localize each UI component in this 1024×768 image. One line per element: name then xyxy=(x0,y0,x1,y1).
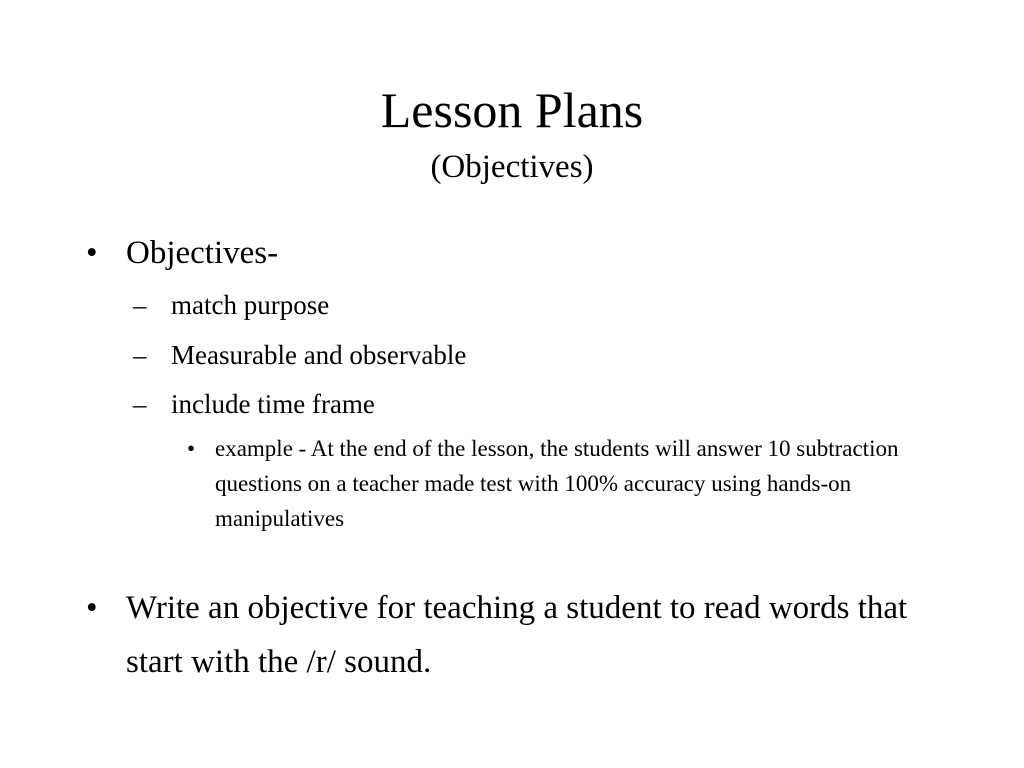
dash-marker: – xyxy=(133,340,147,370)
bullet-text: Objectives- xyxy=(126,235,279,271)
dash-marker: – xyxy=(133,389,147,419)
sub-bullet-text: Measurable and observable xyxy=(171,340,467,370)
bullet-write-objective xyxy=(86,581,926,689)
sub-bullet-text: include time frame xyxy=(171,389,375,419)
sub-sub-bullet-example xyxy=(187,431,945,536)
bullet-marker: • xyxy=(187,436,196,461)
bullet-objectives xyxy=(86,226,926,280)
bullet-marker: • xyxy=(86,235,98,271)
sub-bullet-time-frame xyxy=(133,386,931,422)
bullet-marker: • xyxy=(86,590,98,626)
example-text: example - At the end of the lesson, the students will answer 10 subtraction questions on a teacher made test with 100% accuracy using hands-on manipulatives xyxy=(215,436,899,531)
sub-bullet-match-purpose xyxy=(133,287,931,323)
sub-bullet-text: match purpose xyxy=(171,290,330,320)
bullet-text: Write an objective for teaching a student to read words that start with the /r/ sound. xyxy=(126,590,908,680)
sub-bullet-measurable xyxy=(133,337,931,373)
slide-subtitle: (Objectives) xyxy=(430,149,594,185)
dash-marker: – xyxy=(133,290,147,320)
slide-title: Lesson Plans xyxy=(380,82,644,138)
